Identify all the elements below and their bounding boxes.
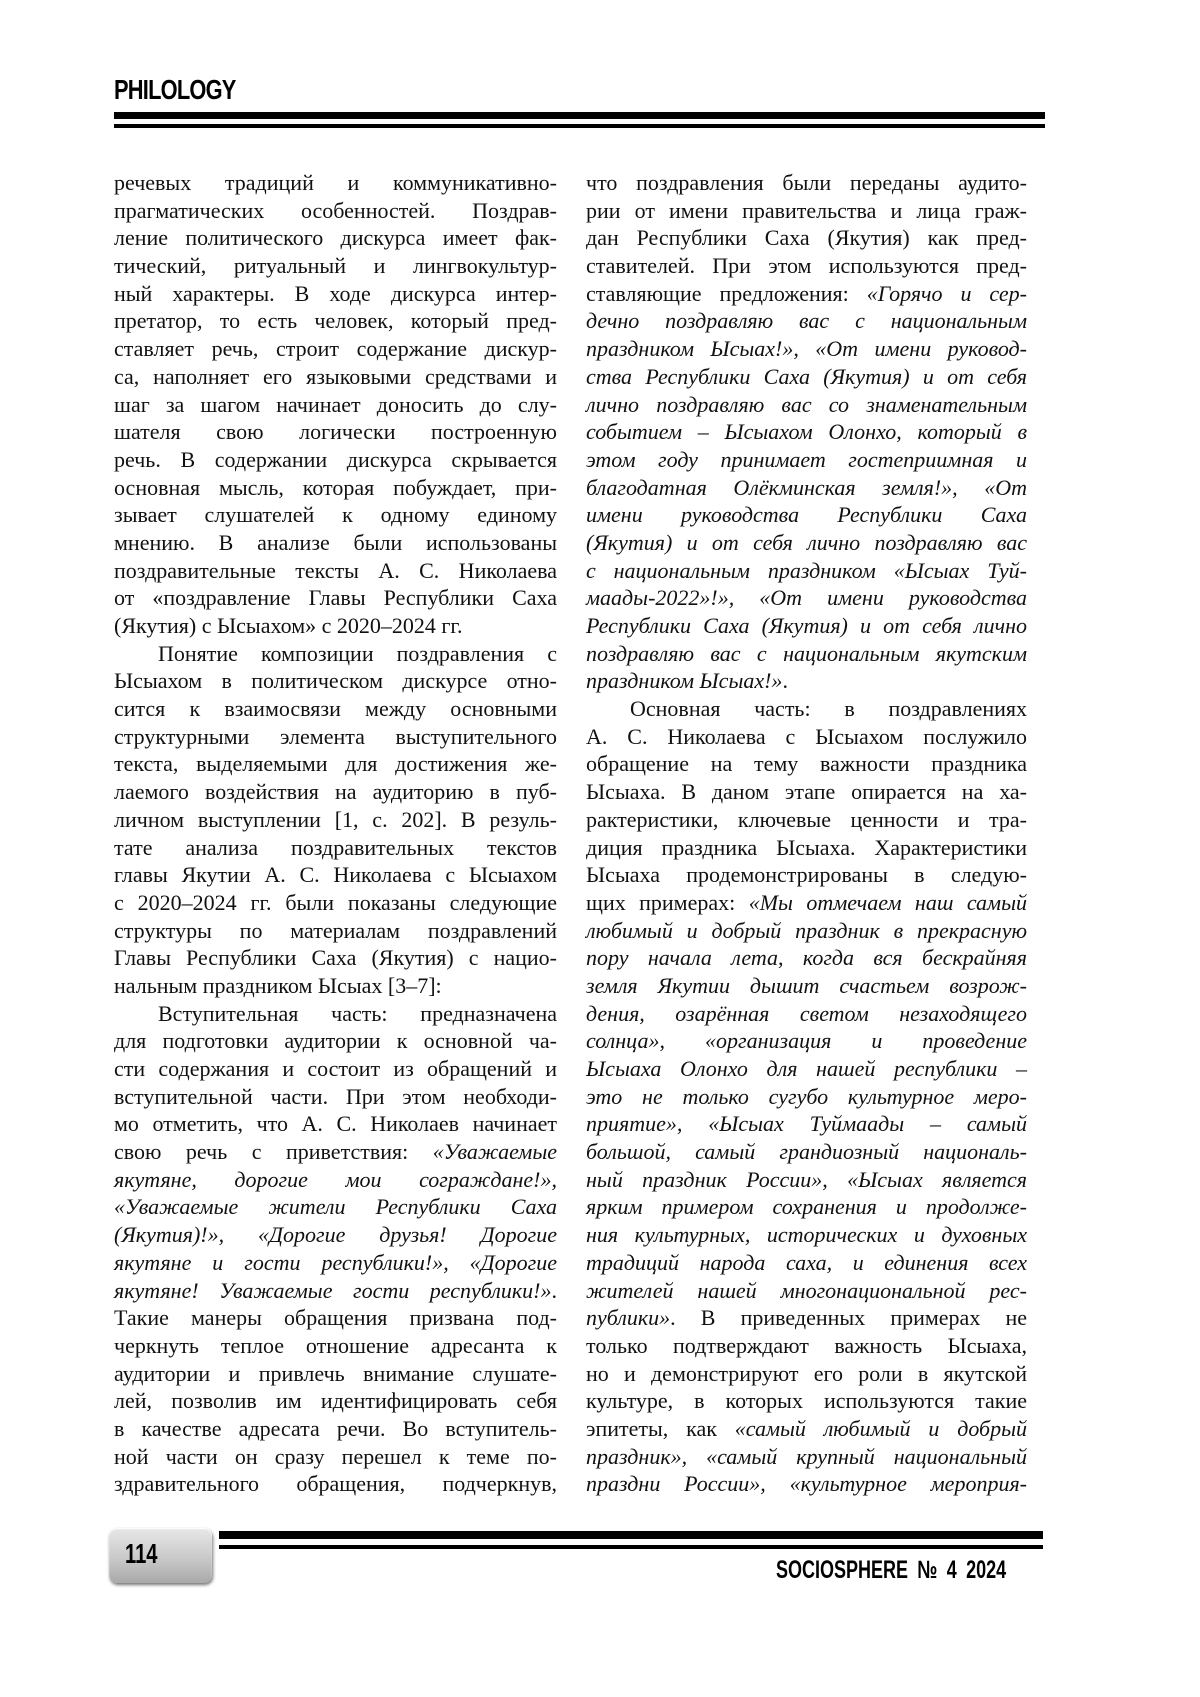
body-text: вступительной части. При этом необходи-: [114, 1084, 557, 1109]
body-text: речь. В содержании дискурса скрывается: [114, 447, 557, 472]
text-line: [586, 889, 1027, 917]
body-text: (Якутия) с Ысыахом» с 2020–2024 гг.: [114, 613, 462, 638]
quote-text: земля Якутии дышит счастьем возрож-: [586, 973, 1027, 998]
body-text: ной части он сразу перешел к теме по-: [114, 1444, 557, 1469]
body-text: тате анализа поздравительных текстов: [114, 835, 557, 860]
body-text: Ысыаха продемонстрированы в следую-: [586, 862, 1027, 887]
text-line: [114, 584, 557, 612]
text-line: [114, 363, 557, 391]
quote-text: якутяне, дорогие мои сограждане!»,: [114, 1167, 557, 1192]
quote-text: (Якутия)!», «Дорогие друзья! Дорогие: [114, 1222, 557, 1247]
header-rule-thin: [114, 124, 1045, 128]
text-line: [114, 418, 557, 446]
quote-text: ния культурных, исторических и духовных: [586, 1222, 1027, 1247]
text-line: [586, 972, 1027, 1000]
body-text: главы Якутии А. С. Николаева с Ысыахом: [114, 862, 557, 887]
quote-text: Ысыаха Олонхо для нашей республики –: [586, 1056, 1027, 1081]
text-line: [586, 861, 1027, 889]
text-line: [114, 1304, 557, 1332]
text-line: [586, 446, 1027, 474]
body-text: .: [552, 1278, 558, 1303]
text-line: [586, 834, 1027, 862]
body-text: в качестве адресата речи. Во вступитель-: [114, 1416, 557, 1441]
body-text: ление политического дискурса имеет фак-: [114, 225, 557, 250]
body-text: мнению. В анализе были использованы: [114, 530, 557, 555]
text-line: [586, 1332, 1027, 1360]
text-line: [586, 640, 1027, 668]
body-text: нальным праздником Ысыах [3–7]:: [114, 973, 442, 998]
text-line: [586, 1470, 1027, 1498]
text-line: [114, 972, 557, 1000]
quote-text: большой, самый грандиозный националь-: [586, 1139, 1027, 1164]
body-text: лей, позволив им идентифицировать себя: [114, 1388, 557, 1413]
text-line: [586, 501, 1027, 529]
text-line: [114, 1055, 557, 1083]
text-line: [586, 197, 1027, 225]
quote-text: пору начала лета, когда вся бескрайняя: [586, 945, 1027, 970]
text-line: [114, 640, 557, 668]
text-line: [586, 169, 1027, 197]
text-line: [586, 1027, 1027, 1055]
quote-text: ный праздник России», «Ысыах является: [586, 1167, 1027, 1192]
body-text: но и демонстрируют его роли в якутской: [586, 1361, 1027, 1386]
text-line: [586, 944, 1027, 972]
body-text: са, наполняет его языковыми средствами и: [114, 364, 557, 389]
page-number: 114: [125, 1538, 158, 1570]
text-line: [114, 667, 557, 695]
body-text: культуре, в которых используются такие: [586, 1388, 1027, 1413]
body-text: от «поздравление Главы Республики Саха: [114, 585, 557, 610]
body-text: щих примерах:: [586, 890, 749, 915]
text-column-left: [114, 169, 557, 1498]
quote-text: этом году принимает гостеприимная и: [586, 447, 1027, 472]
text-line: [114, 1110, 557, 1138]
text-line: [114, 252, 557, 280]
body-text: мо отметить, что А. С. Николаев начинает: [114, 1111, 557, 1136]
body-text: поздравительные тексты А. С. Николаева: [114, 558, 557, 583]
text-line: [114, 501, 557, 529]
quote-text: праздник», «самый крупный национальный: [586, 1444, 1027, 1469]
text-line: [114, 889, 557, 917]
body-text: Основная часть: в поздравлениях: [630, 696, 1027, 721]
text-line: [114, 1193, 557, 1221]
journal-issue: № 4: [917, 1556, 956, 1584]
text-line: [586, 667, 1027, 695]
body-text: аудитории и привлечь внимание слушате-: [114, 1361, 557, 1386]
text-line: [114, 1000, 557, 1028]
body-text: рии от имени правительства и лица граж-: [586, 198, 1027, 223]
quote-text: (Якутия) и от себя лично поздравляю вас: [586, 530, 1027, 555]
footer-rule-thin: [219, 1545, 1043, 1549]
journal-year: 2024: [966, 1556, 1006, 1584]
quote-text: благодатная Олёкминская земля!», «От: [586, 475, 1027, 500]
body-text: .: [782, 668, 788, 693]
text-line: [586, 557, 1027, 585]
body-text: сится к взаимосвязи между основными: [114, 696, 557, 721]
text-line: [114, 1138, 557, 1166]
quote-text: поздравляю вас с национальным якутским: [586, 641, 1027, 666]
quote-text: традиций народа саха, и единения всех: [586, 1250, 1027, 1275]
text-line: [114, 1277, 557, 1305]
body-text: зывает слушателей к одному единому: [114, 502, 557, 527]
text-line: [114, 612, 557, 640]
text-line: [586, 723, 1027, 751]
text-line: [586, 806, 1027, 834]
text-line: [114, 557, 557, 585]
body-text: диция праздника Ысыаха. Характеристики: [586, 835, 1027, 860]
body-text: Ысыахом в политическом дискурсе отно-: [114, 668, 557, 693]
text-line: [586, 1443, 1027, 1471]
text-line: [586, 584, 1027, 612]
body-text: текста, выделяемыми для достижения же-: [114, 751, 557, 776]
quote-text: «самый любимый и добрый: [735, 1416, 1027, 1441]
text-line: [586, 917, 1027, 945]
quote-text: дения, озарённая светом незаходящего: [586, 1001, 1027, 1026]
quote-text: жителей нашей многонациональной рес-: [586, 1278, 1027, 1303]
text-line: [586, 1387, 1027, 1415]
quote-text: приятие», «Ысыах Туймаады – самый: [586, 1111, 1027, 1136]
quote-text: имени руководства Республики Саха: [586, 502, 1027, 527]
text-line: [586, 1000, 1027, 1028]
quote-text: праздни России», «культурное мероприя-: [586, 1471, 1027, 1496]
text-line: [114, 1027, 557, 1055]
text-line: [586, 750, 1027, 778]
body-text: сти содержания и состоит из обращений и: [114, 1056, 557, 1081]
body-text: ставляющие предложения:: [586, 281, 867, 306]
text-line: [586, 1166, 1027, 1194]
text-line: [114, 446, 557, 474]
text-line: [586, 1415, 1027, 1443]
text-line: [114, 861, 557, 889]
body-text: шателя свою логически построенную: [114, 419, 557, 444]
text-line: [114, 1249, 557, 1277]
text-line: [114, 529, 557, 557]
text-line: [586, 1360, 1027, 1388]
quote-text: публики»: [586, 1305, 670, 1330]
quote-text: любимый и добрый праздник в прекрасную: [586, 918, 1027, 943]
body-text: Вступительная часть: предназначена: [158, 1001, 557, 1026]
text-line: [114, 474, 557, 502]
text-line: [586, 529, 1027, 557]
text-line: [586, 1304, 1027, 1332]
journal-name: SOCIOSPHERE: [776, 1556, 908, 1584]
body-text: личном выступлении [1, с. 202]. В резуль-: [114, 807, 557, 832]
page-number-badge: [109, 1528, 212, 1583]
quote-text: ства Республики Саха (Якутия) и от себя: [586, 364, 1027, 389]
body-text: здравительного обращения, подчеркнув,: [114, 1471, 557, 1496]
text-line: [586, 778, 1027, 806]
quote-text: маады-2022»!», «От имени руководства: [586, 585, 1027, 610]
text-line: [114, 750, 557, 778]
body-text: только подтверждают важность Ысыаха,: [586, 1333, 1027, 1358]
quote-text: праздником Ысыах!»: [586, 668, 782, 693]
text-line: [114, 1166, 557, 1194]
body-text: шаг за шагом начинает доносить до слу-: [114, 392, 557, 417]
text-line: [114, 1221, 557, 1249]
text-line: [114, 1415, 557, 1443]
text-line: [114, 834, 557, 862]
text-line: [114, 1332, 557, 1360]
text-line: [114, 224, 557, 252]
text-line: [586, 1193, 1027, 1221]
body-text: лаемого воздействия на аудиторию в пуб-: [114, 779, 557, 804]
text-line: [114, 1360, 557, 1388]
text-line: [114, 307, 557, 335]
text-line: [586, 612, 1027, 640]
text-line: [114, 944, 557, 972]
quote-text: это не только сугубо культурное меро-: [586, 1084, 1027, 1109]
text-line: [586, 695, 1027, 723]
text-line: [586, 474, 1027, 502]
text-line: [586, 335, 1027, 363]
body-text: ный характеры. В ходе дискурса интер-: [114, 281, 557, 306]
text-line: [586, 224, 1027, 252]
body-text: ставляет речь, строит содержание дискур-: [114, 336, 557, 361]
text-line: [586, 1249, 1027, 1277]
body-text: структурными элемента выступительного: [114, 724, 557, 749]
body-text: эпитеты, как: [586, 1416, 735, 1441]
footer-rule-thick: [219, 1531, 1043, 1539]
header-rule-thick: [114, 112, 1045, 119]
body-text: Понятие композиции поздравления с: [158, 641, 557, 666]
text-line: [586, 1277, 1027, 1305]
quote-text: Республики Саха (Якутия) и от себя лично: [586, 613, 1027, 638]
body-text: тический, ритуальный и лингвокультур-: [114, 253, 557, 278]
quote-text: солнца», «организация и проведение: [586, 1028, 1027, 1053]
text-line: [586, 418, 1027, 446]
text-line: [586, 1110, 1027, 1138]
body-text: с 2020–2024 гг. были показаны следующие: [114, 890, 557, 915]
text-line: [114, 280, 557, 308]
text-line: [114, 917, 557, 945]
text-line: [586, 1055, 1027, 1083]
text-line: [114, 723, 557, 751]
body-text: основная мысль, которая побуждает, при-: [114, 475, 557, 500]
quote-text: якутяне! Уважаемые гости республики!»: [114, 1278, 552, 1303]
text-line: [114, 806, 557, 834]
body-text: свою речь с приветствия:: [114, 1139, 433, 1164]
quote-text: якутяне и гости республики!», «Дорогие: [114, 1250, 557, 1275]
text-line: [114, 695, 557, 723]
body-text: речевых традиций и коммуникативно-: [114, 170, 557, 195]
quote-text: лично поздравляю вас со знаменательным: [586, 392, 1027, 417]
text-line: [114, 1083, 557, 1111]
body-text: Ысыаха. В даном этапе опирается на ха-: [586, 779, 1027, 804]
quote-text: «Мы отмечаем наш самый: [749, 890, 1027, 915]
body-text: Главы Республики Саха (Якутия) с нацио-: [114, 945, 557, 970]
body-text: что поздравления были переданы аудито-: [586, 170, 1027, 195]
text-line: [586, 363, 1027, 391]
quote-text: праздником Ысыах!», «От имени руковод-: [586, 336, 1027, 361]
body-text: рактеристики, ключевые ценности и тра-: [586, 807, 1027, 832]
text-column-right: [586, 169, 1027, 1498]
text-line: [586, 1221, 1027, 1249]
text-line: [114, 1387, 557, 1415]
quote-text: событием – Ысыахом Олонхо, который в: [586, 419, 1027, 444]
body-text: А. С. Николаева с Ысыахом послужило: [586, 724, 1027, 749]
text-line: [586, 280, 1027, 308]
body-text: Такие манеры обращения призвана под-: [114, 1305, 557, 1330]
text-line: [114, 1470, 557, 1498]
quote-text: с национальным праздником «Ысыах Туй-: [586, 558, 1027, 583]
body-text: для подготовки аудитории к основной ча-: [114, 1028, 557, 1053]
body-text: . В приведенных примерах не: [670, 1305, 1027, 1330]
quote-text: «Уважаемые жители Республики Саха: [114, 1194, 557, 1219]
text-line: [114, 391, 557, 419]
text-line: [114, 197, 557, 225]
text-line: [114, 778, 557, 806]
journal-info: [776, 1556, 1006, 1585]
section-title: PHILOLOGY: [114, 74, 236, 106]
text-line: [586, 307, 1027, 335]
body-text: обращение на тему важности праздника: [586, 751, 1027, 776]
text-line: [114, 1443, 557, 1471]
quote-text: «Уважаемые: [433, 1139, 557, 1164]
text-line: [114, 335, 557, 363]
body-text: претатор, то есть человек, который пред-: [114, 308, 557, 333]
body-text: черкнуть теплое отношение адресанта к: [114, 1333, 557, 1358]
text-line: [586, 252, 1027, 280]
text-line: [114, 169, 557, 197]
body-text: структуры по материалам поздравлений: [114, 918, 557, 943]
body-text: дан Республики Саха (Якутия) как пред-: [586, 225, 1027, 250]
body-text: прагматических особенностей. Поздрав-: [114, 198, 557, 223]
quote-text: ярким примером сохранения и продолже-: [586, 1194, 1027, 1219]
quote-text: дечно поздравляю вас с национальным: [586, 308, 1027, 333]
quote-text: «Горячо и сер-: [867, 281, 1027, 306]
body-text: ставителей. При этом используются пред-: [586, 253, 1027, 278]
text-line: [586, 391, 1027, 419]
text-line: [586, 1138, 1027, 1166]
text-line: [586, 1083, 1027, 1111]
